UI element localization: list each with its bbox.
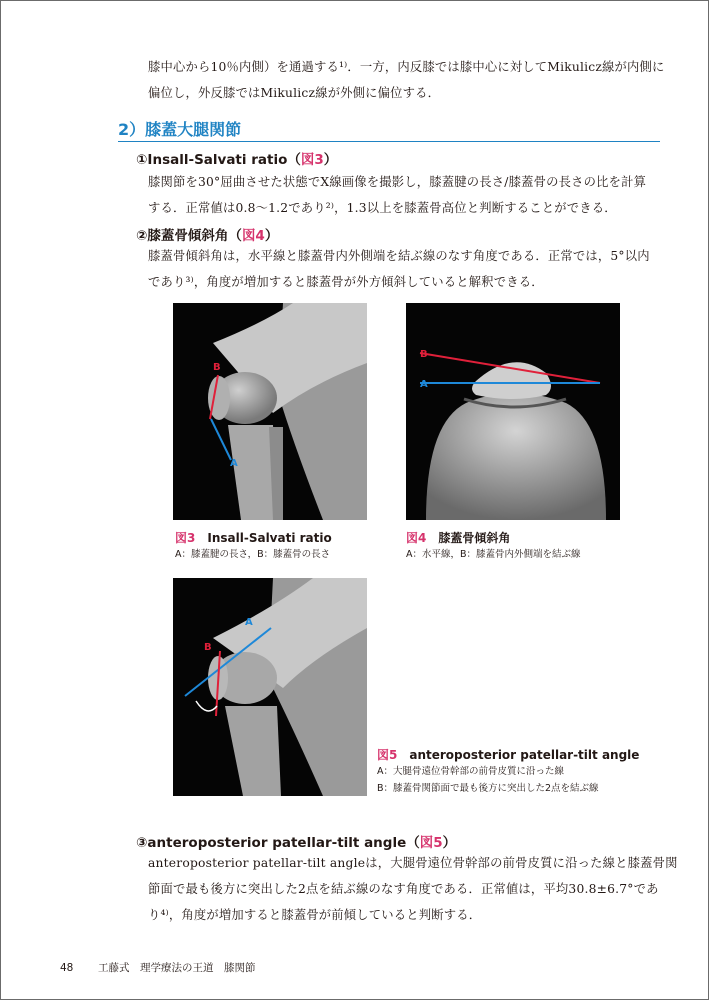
subsection-1-title-close: ） <box>323 152 338 168</box>
subsection-2-line-2: であり³⁾，角度が増加すると膝蓋骨が外方傾斜していると解釈できる． <box>148 275 544 289</box>
subsection-2-title-text: ②膝蓋骨傾斜角（ <box>136 228 242 244</box>
fig4-caption <box>406 529 581 563</box>
fig4-label-b: B <box>420 349 428 360</box>
subsection-3-title-text: ③anteroposterior patellar-tilt angle（ <box>136 835 420 851</box>
fig5-title: anteroposterior patellar-tilt angle <box>409 748 640 762</box>
fig4-description: A：水平線，B：膝蓋骨内外側端を結ぶ線 <box>406 549 581 560</box>
fig3-description: A：膝蓋腱の長さ，B：膝蓋骨の長さ <box>175 549 331 560</box>
subsection-2-line-1: 膝蓋骨傾斜角は，水平線と膝蓋骨内外側端を結ぶ線のなす角度である．正常では，5°以内 <box>148 249 650 263</box>
fig5-label-a: A <box>245 617 253 628</box>
fig5-caption <box>377 746 639 797</box>
fig3-label-a: A <box>230 458 238 469</box>
fig5-xray <box>173 578 367 796</box>
fig5-description-1: A：大腿骨遠位骨幹部の前骨皮質に沿った線 <box>377 766 564 777</box>
fig4-number: 図4 <box>406 531 427 545</box>
page-footer <box>60 960 256 975</box>
subsection-1-title <box>136 148 337 168</box>
fig3-caption <box>175 529 332 563</box>
fig4-reference: 図4 <box>241 228 265 244</box>
subsection-3-line-1: anteroposterior patellar-tilt angleは，大腿骨遠位骨幹部の前骨皮質に沿った線と膝蓋骨関 <box>148 856 678 870</box>
fig4-title: 膝蓋骨傾斜角 <box>438 531 511 545</box>
intro-line-1: 膝中心から10％内側）を通過する¹⁾．一方，内反膝では膝中心に対してMikulicz線が内側に <box>148 60 665 74</box>
fig3-label-b: B <box>213 362 221 373</box>
book-title: 工藤式 理学療法の王道 膝関節 <box>98 962 256 974</box>
subsection-3-title <box>136 831 456 851</box>
fig3-reference: 図3 <box>300 152 324 168</box>
subsection-1-line-1: 膝関節を30°屈曲させた状態でX線画像を撮影し，膝蓋腱の長さ/膝蓋骨の長さの比を計算 <box>148 175 647 189</box>
fig4-xray <box>406 303 620 520</box>
fig3-number: 図3 <box>175 531 196 545</box>
fig4-label-a: A <box>420 379 428 390</box>
subsection-1-line-2: する．正常値は0.8～1.2であり²⁾，1.3以上を膝蓋骨高位と判断することができる． <box>148 201 617 215</box>
section-rule <box>118 141 660 142</box>
fig3-xray <box>173 303 367 520</box>
subsection-3-title-close: ） <box>442 835 457 851</box>
subsection-3-body <box>148 850 678 928</box>
fig5-reference: 図5 <box>419 835 443 851</box>
subsection-1-title-text: ①Insall-Salvati ratio（ <box>136 152 301 168</box>
subsection-3-line-2: 節面で最も後方に突出した2点を結ぶ線のなす角度である．正常値は，平均30.8±6.7°であ <box>148 882 659 896</box>
subsection-1-body <box>148 169 660 221</box>
fig3-title: Insall-Salvati ratio <box>207 531 332 545</box>
intro-line-2: 偏位し，外反膝ではMikulicz線が外側に偏位する． <box>148 86 441 100</box>
subsection-2-title-close: ） <box>264 228 279 244</box>
section-title: 2）膝蓋大腿関節 <box>118 120 242 139</box>
fig5-number: 図5 <box>377 748 398 762</box>
subsection-2-title <box>136 224 278 244</box>
fig5-description-2: B：膝蓋骨関節面で最も後方に突出した2点を結ぶ線 <box>377 783 599 794</box>
subsection-2-body <box>148 243 660 295</box>
page-number: 48 <box>60 962 74 974</box>
intro-paragraph <box>148 54 665 106</box>
fig5-label-b: B <box>204 642 212 653</box>
subsection-3-line-3: り⁴⁾，角度が増加すると膝蓋骨が前傾していると判断する． <box>148 908 482 922</box>
